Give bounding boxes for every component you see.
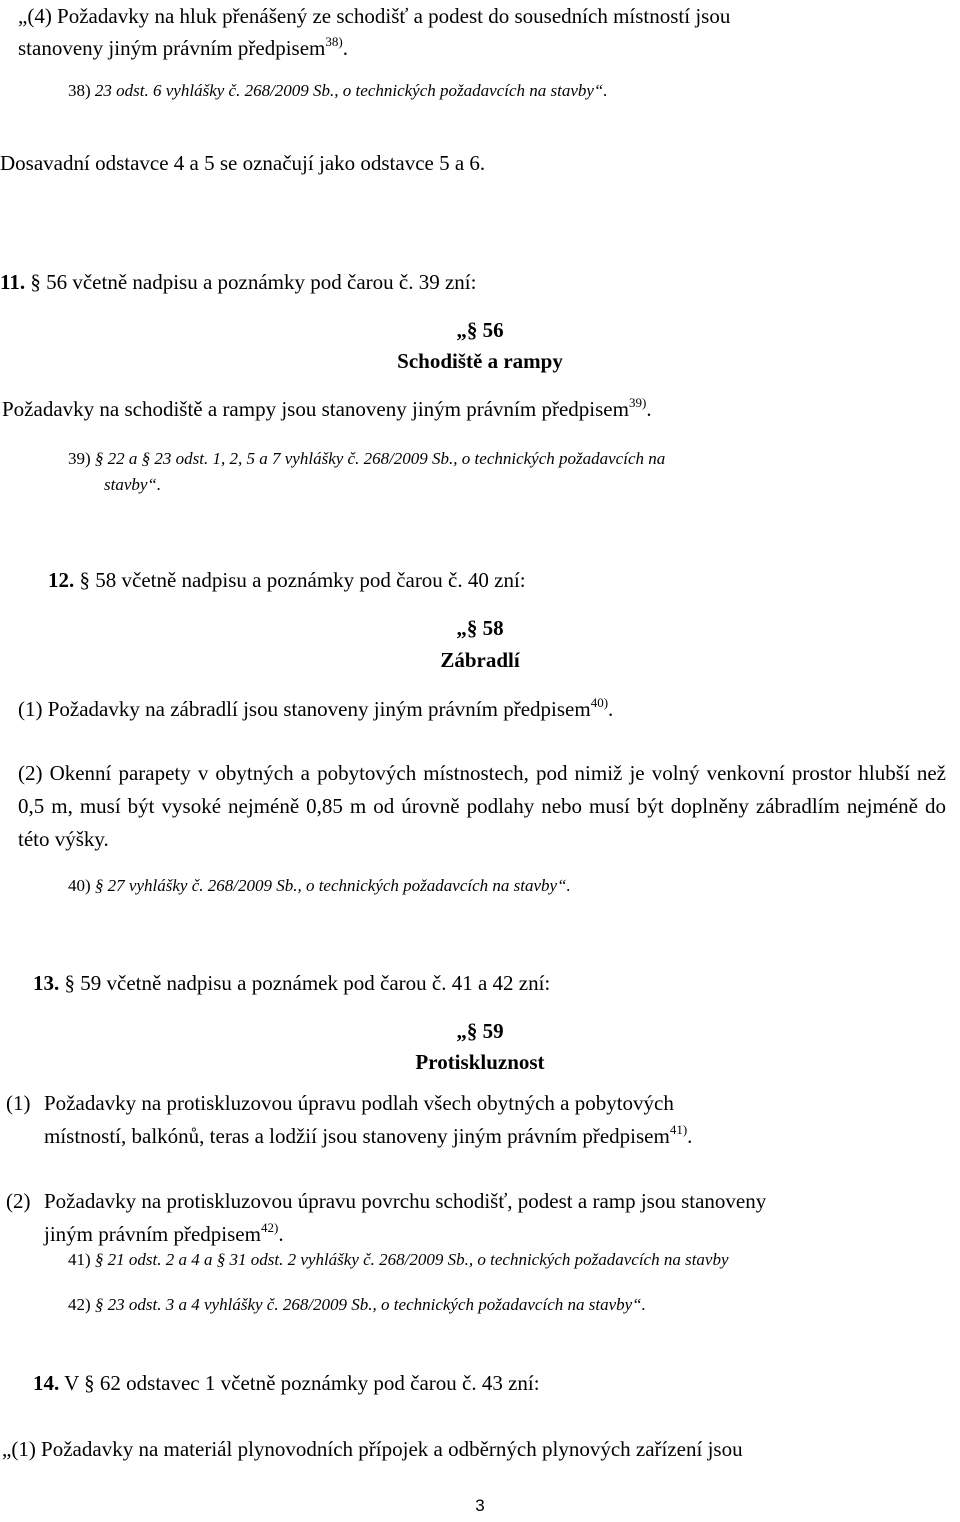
footnote-38: 38) 23 odst. 6 vyhlášky č. 268/2009 Sb., o technických požadavcích na stavby“. <box>68 81 608 100</box>
section-58-title: Zábradlí <box>440 648 520 672</box>
section-58-number: „§ 58 <box>456 616 504 640</box>
footnote-ref-42: 42) <box>260 1220 279 1235</box>
footnote-39-line1: 39) § 22 a § 23 odst. 1, 2, 5 a 7 vyhlášky č. 268/2009 Sb., o technických požadavcích na <box>68 449 666 468</box>
paragraph-62-1: „(1) Požadavky na materiál plynovodních přípojek a odběrných plynových zařízení jsou <box>2 1437 743 1461</box>
section-59-para-2: (2) Požadavky na protiskluzovou úpravu povrchu schodišť, podest a ramp jsou stanoveny jiným právním předpisem$^{42)}$. <box>6 1189 767 1246</box>
item-11: 11. § 56 včetně nadpisu a poznámky pod čarou č. 39 zní: <box>0 270 477 294</box>
section-56-title: Schodiště a rampy <box>397 349 563 373</box>
footnote-ref-39: 39) <box>628 395 647 410</box>
footnote-40: 40) § 27 vyhlášky č. 268/2009 Sb., o technických požadavcích na stavby“. <box>68 876 571 895</box>
paragraph-4-line2: stanoveny jiným právním předpisem$^{38)}$. <box>18 34 348 60</box>
item-13: 13. § 59 včetně nadpisu a poznámek pod čarou č. 41 a 42 zní: <box>33 971 551 995</box>
footnote-39-line2: stavby“. <box>104 475 162 494</box>
footnote-41: 41) § 21 odst. 2 a 4 a § 31 odst. 2 vyhlášky č. 268/2009 Sb., o technických požadavcích na stavby <box>68 1250 729 1269</box>
item-12: 12. § 58 včetně nadpisu a poznámky pod čarou č. 40 zní: <box>48 568 526 592</box>
section-58-para-2: (2) Okenní parapety v obytných a pobytových místnostech, pod nimiž je volný venkovní prostor hlubší než 0,5 m, musí být vysoké nejméně 0,85 m od úrovně podlahy nebo musí být doplněny zábradlím nejméně do této výšky. <box>18 761 946 851</box>
item-14: 14. V § 62 odstavec 1 včetně poznámky pod čarou č. 43 zní: <box>33 1371 540 1395</box>
footnote-ref-38: 38) <box>325 34 343 49</box>
section-56-text: Požadavky na schodiště a rampy jsou stanoveny jiným právním předpisem$^{39)}$. <box>2 395 652 421</box>
section-56-number: „§ 56 <box>456 318 504 342</box>
section-59-number: „§ 59 <box>456 1019 504 1043</box>
footnote-ref-41: 41) <box>669 1122 688 1137</box>
section-58-para-1: (1) Požadavky na zábradlí jsou stanoveny jiným právním předpisem$^{40)}$. <box>18 695 614 721</box>
footnote-42: 42) § 23 odst. 3 a 4 vyhlášky č. 268/2009 Sb., o technických požadavcích na stavby“. <box>68 1295 646 1314</box>
footnote-ref-40: 40) <box>590 695 609 710</box>
section-59-para-1: (1) Požadavky na protiskluzovou úpravu podlah všech obytných a pobytových místností, balkónů, teras a lodžií jsou stanoveny jiným právním předpisem$^{41)}$. <box>6 1091 693 1148</box>
page-number: 3 <box>475 1496 485 1515</box>
paragraph-renumber: Dosavadní odstavce 4 a 5 se označují jako odstavce 5 a 6. <box>0 151 486 175</box>
paragraph-4-line1: „(4) Požadavky na hluk přenášený ze schodišť a podest do sousedních místností jsou <box>18 4 731 28</box>
section-59-title: Protiskluznost <box>415 1050 545 1074</box>
